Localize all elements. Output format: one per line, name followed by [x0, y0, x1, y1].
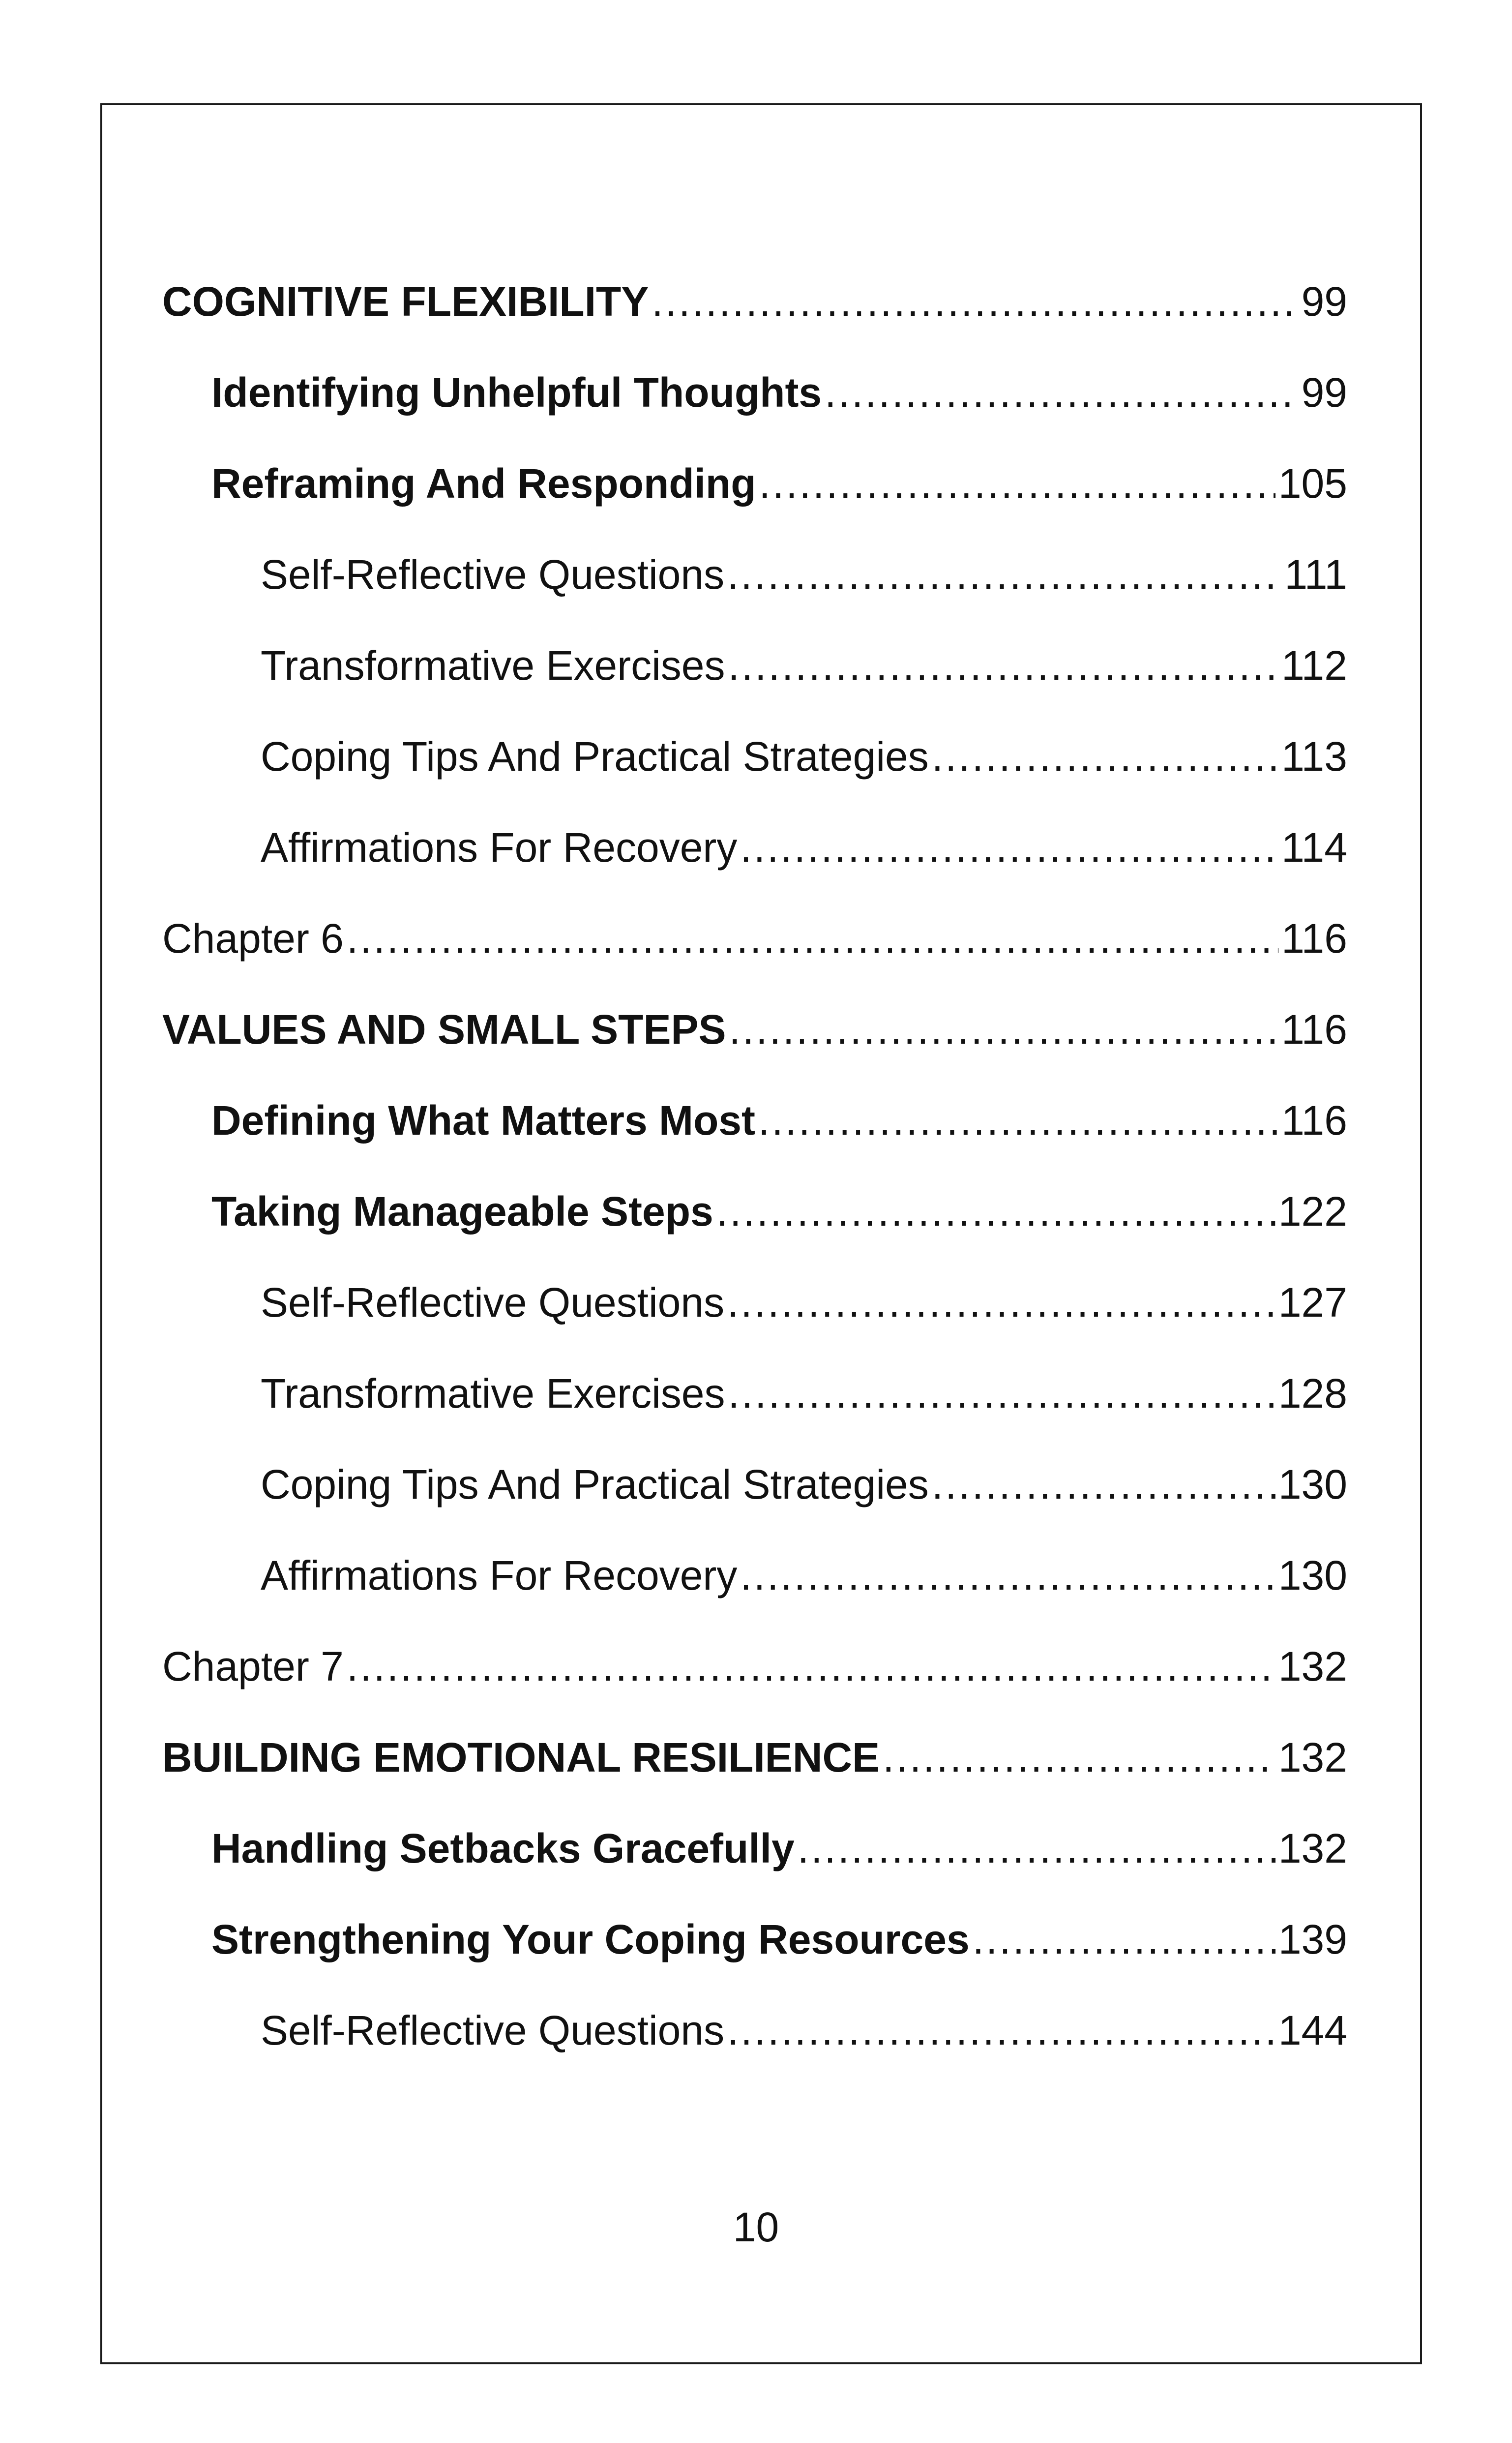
toc-entry[interactable] — [162, 802, 1347, 893]
toc-entry-title: Coping Tips And Practical Strategies — [261, 1461, 929, 1508]
toc-dot-leader — [729, 1009, 1279, 1050]
toc-entry[interactable] — [162, 1712, 1347, 1803]
toc-entry[interactable] — [162, 1894, 1347, 1985]
toc-dot-leader — [740, 827, 1278, 868]
toc-entry[interactable] — [162, 1621, 1347, 1712]
toc-dot-leader — [727, 1282, 1275, 1323]
toc-entry-title: Chapter 6 — [162, 915, 344, 962]
toc-entry-page: 128 — [1278, 1370, 1347, 1417]
toc-entry-page: 112 — [1281, 642, 1347, 689]
toc-entry[interactable] — [162, 1166, 1347, 1257]
page-number: 10 — [733, 2204, 779, 2250]
toc-entry-title: Affirmations For Recovery — [261, 824, 738, 871]
toc-entry[interactable] — [162, 1257, 1347, 1348]
toc-entry-title: Identifying Unhelpful Thoughts — [211, 369, 822, 416]
toc-entry-title: Handling Setbacks Gracefully — [211, 1825, 795, 1871]
toc-entry-page: 105 — [1278, 460, 1347, 507]
toc-entry-page: 139 — [1278, 1916, 1347, 1962]
toc-entry-title: Self-Reflective Questions — [261, 1279, 725, 1326]
toc-entry-page: 99 — [1301, 278, 1347, 325]
toc-entry-title: Affirmations For Recovery — [261, 1552, 738, 1599]
toc-dot-leader — [825, 372, 1298, 413]
toc-dot-leader — [973, 1919, 1275, 1960]
toc-dot-leader — [740, 1555, 1275, 1596]
toc-entry[interactable] — [162, 1985, 1347, 2076]
toc-dot-leader — [347, 1646, 1275, 1687]
toc-dot-leader — [728, 1373, 1275, 1414]
table-of-contents — [162, 256, 1347, 2076]
toc-entry-page: 144 — [1278, 2007, 1347, 2053]
toc-dot-leader — [652, 281, 1298, 322]
toc-dot-leader — [727, 554, 1281, 595]
toc-entry[interactable] — [162, 529, 1347, 620]
toc-dot-leader — [932, 1464, 1275, 1505]
toc-entry[interactable] — [162, 1348, 1347, 1439]
toc-entry[interactable] — [162, 1439, 1347, 1530]
toc-dot-leader — [798, 1828, 1275, 1869]
toc-entry-title: Strengthening Your Coping Resources — [211, 1916, 970, 1962]
toc-entry[interactable] — [162, 620, 1347, 711]
toc-entry[interactable] — [162, 1530, 1347, 1621]
toc-dot-leader — [347, 918, 1278, 959]
toc-entry-page: 130 — [1278, 1461, 1347, 1508]
toc-entry[interactable] — [162, 256, 1347, 347]
toc-entry[interactable] — [162, 1803, 1347, 1894]
toc-entry-title: Coping Tips And Practical Strategies — [261, 733, 929, 780]
toc-entry-page: 113 — [1281, 733, 1347, 780]
toc-entry[interactable] — [162, 438, 1347, 529]
toc-entry-page: 127 — [1278, 1279, 1347, 1326]
toc-entry-title: COGNITIVE FLEXIBILITY — [162, 278, 649, 325]
toc-entry-title: Transformative Exercises — [261, 642, 725, 689]
toc-entry-page: 122 — [1278, 1188, 1347, 1235]
toc-entry-page: 114 — [1281, 824, 1347, 871]
toc-dot-leader — [759, 463, 1275, 504]
toc-dot-leader — [883, 1737, 1275, 1778]
toc-entry-title: BUILDING EMOTIONAL RESILIENCE — [162, 1734, 880, 1780]
toc-entry[interactable] — [162, 347, 1347, 438]
toc-entry-page: 130 — [1278, 1552, 1347, 1599]
toc-entry-title: Reframing And Responding — [211, 460, 756, 507]
toc-entry[interactable] — [162, 711, 1347, 802]
toc-entry-page: 116 — [1281, 915, 1347, 962]
toc-entry-title: Transformative Exercises — [261, 1370, 725, 1417]
toc-entry-page: 132 — [1278, 1734, 1347, 1780]
toc-entry-title: Taking Manageable Steps — [211, 1188, 713, 1235]
toc-entry-page: 116 — [1281, 1006, 1347, 1053]
toc-dot-leader — [716, 1191, 1275, 1232]
toc-entry-title: Chapter 7 — [162, 1643, 344, 1689]
toc-entry-page: 132 — [1278, 1643, 1347, 1689]
toc-dot-leader — [728, 645, 1278, 686]
toc-entry-page: 116 — [1281, 1097, 1347, 1144]
toc-entry-page: 99 — [1301, 369, 1347, 416]
toc-entry[interactable] — [162, 1075, 1347, 1166]
toc-entry-page: 132 — [1278, 1825, 1347, 1871]
toc-entry[interactable] — [162, 984, 1347, 1075]
toc-dot-leader — [727, 2010, 1275, 2051]
toc-entry-title: Self-Reflective Questions — [261, 551, 725, 598]
toc-entry[interactable] — [162, 893, 1347, 984]
toc-entry-page: 111 — [1284, 551, 1347, 598]
toc-entry-title: Self-Reflective Questions — [261, 2007, 725, 2053]
toc-dot-leader — [758, 1100, 1278, 1141]
toc-dot-leader — [932, 736, 1278, 777]
toc-entry-title: VALUES AND SMALL STEPS — [162, 1006, 726, 1053]
toc-entry-title: Defining What Matters Most — [211, 1097, 755, 1144]
